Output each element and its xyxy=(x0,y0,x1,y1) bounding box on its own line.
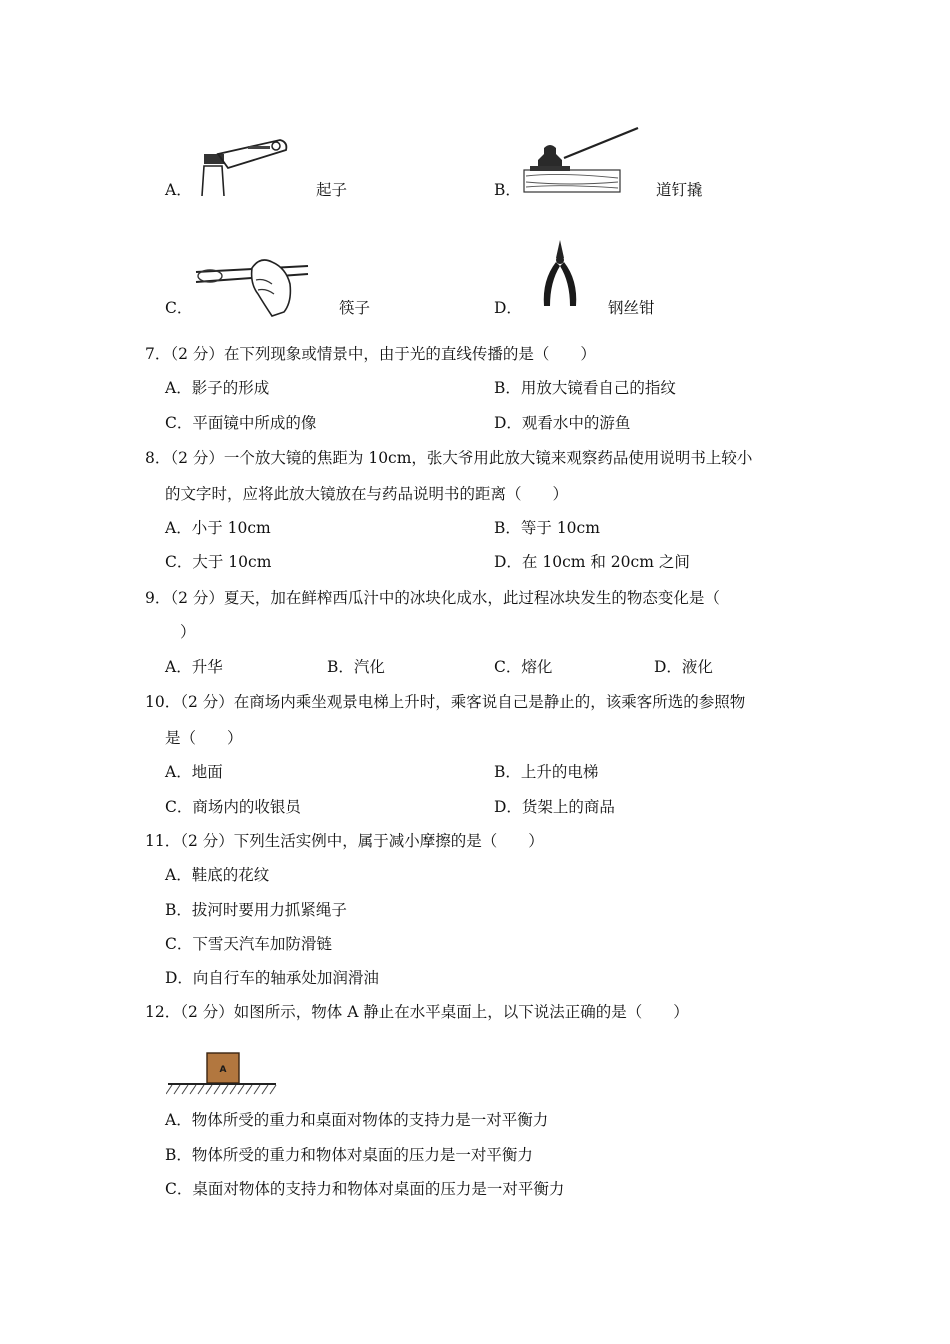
q8-option-d: D．在 10cm 和 20cm 之间 xyxy=(494,553,690,571)
chopsticks-icon xyxy=(194,254,312,318)
q10-option-a: A．地面 xyxy=(165,763,223,781)
q12-option-b: B．物体所受的重力和物体对桌面的压力是一对平衡力 xyxy=(165,1146,533,1164)
q6-option-c-label: 筷子 xyxy=(339,299,371,317)
q11-stem: 11．（2 分）下列生活实例中，属于减小摩擦的是（ ） xyxy=(145,832,544,850)
q11-option-a: A．鞋底的花纹 xyxy=(165,866,270,884)
q12-option-c: C．桌面对物体的支持力和物体对桌面的压力是一对平衡力 xyxy=(165,1180,565,1198)
q11-option-d: D．向自行车的轴承处加润滑油 xyxy=(165,969,379,987)
q10-stem-line1: 10．（2 分）在商场内乘坐观景电梯上升时，乘客说自己是静止的，该乘客所选的参照物 xyxy=(145,693,746,711)
q9-option-d: D．液化 xyxy=(654,658,713,676)
spike-crowbar-icon xyxy=(520,124,642,198)
q11-option-c: C．下雪天汽车加防滑链 xyxy=(165,935,332,953)
q6-option-c-letter: C． xyxy=(165,299,193,317)
q10-option-d: D．货架上的商品 xyxy=(494,798,615,816)
q11-option-b: B．拔河时要用力抓紧绳子 xyxy=(165,901,347,919)
bottle-opener-icon xyxy=(196,132,292,198)
q9-option-b: B．汽化 xyxy=(327,658,385,676)
q9-option-a: A．升华 xyxy=(165,658,223,676)
q12-stem: 12．（2 分）如图所示，物体 A 静止在水平桌面上，以下说法正确的是（ ） xyxy=(145,1003,689,1021)
block-label: A xyxy=(219,1065,227,1075)
q9-stem-line1: 9．（2 分）夏天，加在鲜榨西瓜汁中的冰块化成水，此过程冰块发生的物态变化是（ xyxy=(145,589,720,607)
q7-option-b: B．用放大镜看自己的指纹 xyxy=(494,379,676,397)
q8-option-b: B．等于 10cm xyxy=(494,519,600,537)
q8-option-a: A．小于 10cm xyxy=(165,519,271,537)
q7-option-d: D．观看水中的游鱼 xyxy=(494,414,631,432)
q9-option-c: C．熔化 xyxy=(494,658,553,676)
q6-option-d-label: 钢丝钳 xyxy=(608,299,655,317)
q10-option-c: C．商场内的收银员 xyxy=(165,798,301,816)
q6-option-b-label: 道钉撬 xyxy=(656,181,703,199)
q12-option-a: A．物体所受的重力和桌面对物体的支持力是一对平衡力 xyxy=(165,1111,549,1129)
pliers-icon xyxy=(538,236,582,310)
q9-stem-line2: ） xyxy=(180,623,196,641)
q8-option-c: C．大于 10cm xyxy=(165,553,272,571)
q8-stem-line2: 的文字时，应将此放大镜放在与药品说明书的距离（ ） xyxy=(165,485,569,503)
q7-stem: 7．（2 分）在下列现象或情景中，由于光的直线传播的是（ ） xyxy=(145,345,596,363)
q8-stem-line1: 8．（2 分）一个放大镜的焦距为 10cm，张大爷用此放大镜来观察药品使用说明书上较小 xyxy=(145,449,753,467)
q7-option-a: A．影子的形成 xyxy=(165,379,270,397)
q6-option-b-letter: B． xyxy=(494,181,521,199)
block-on-table-figure xyxy=(166,1050,278,1098)
q10-option-b: B．上升的电梯 xyxy=(494,763,599,781)
q6-option-a-letter: A． xyxy=(165,181,192,199)
q10-stem-line2: 是（ ） xyxy=(165,729,243,747)
q6-option-d-letter: D． xyxy=(494,299,522,317)
q6-option-a-label: 起子 xyxy=(316,181,348,199)
q7-option-c: C．平面镜中所成的像 xyxy=(165,414,317,432)
